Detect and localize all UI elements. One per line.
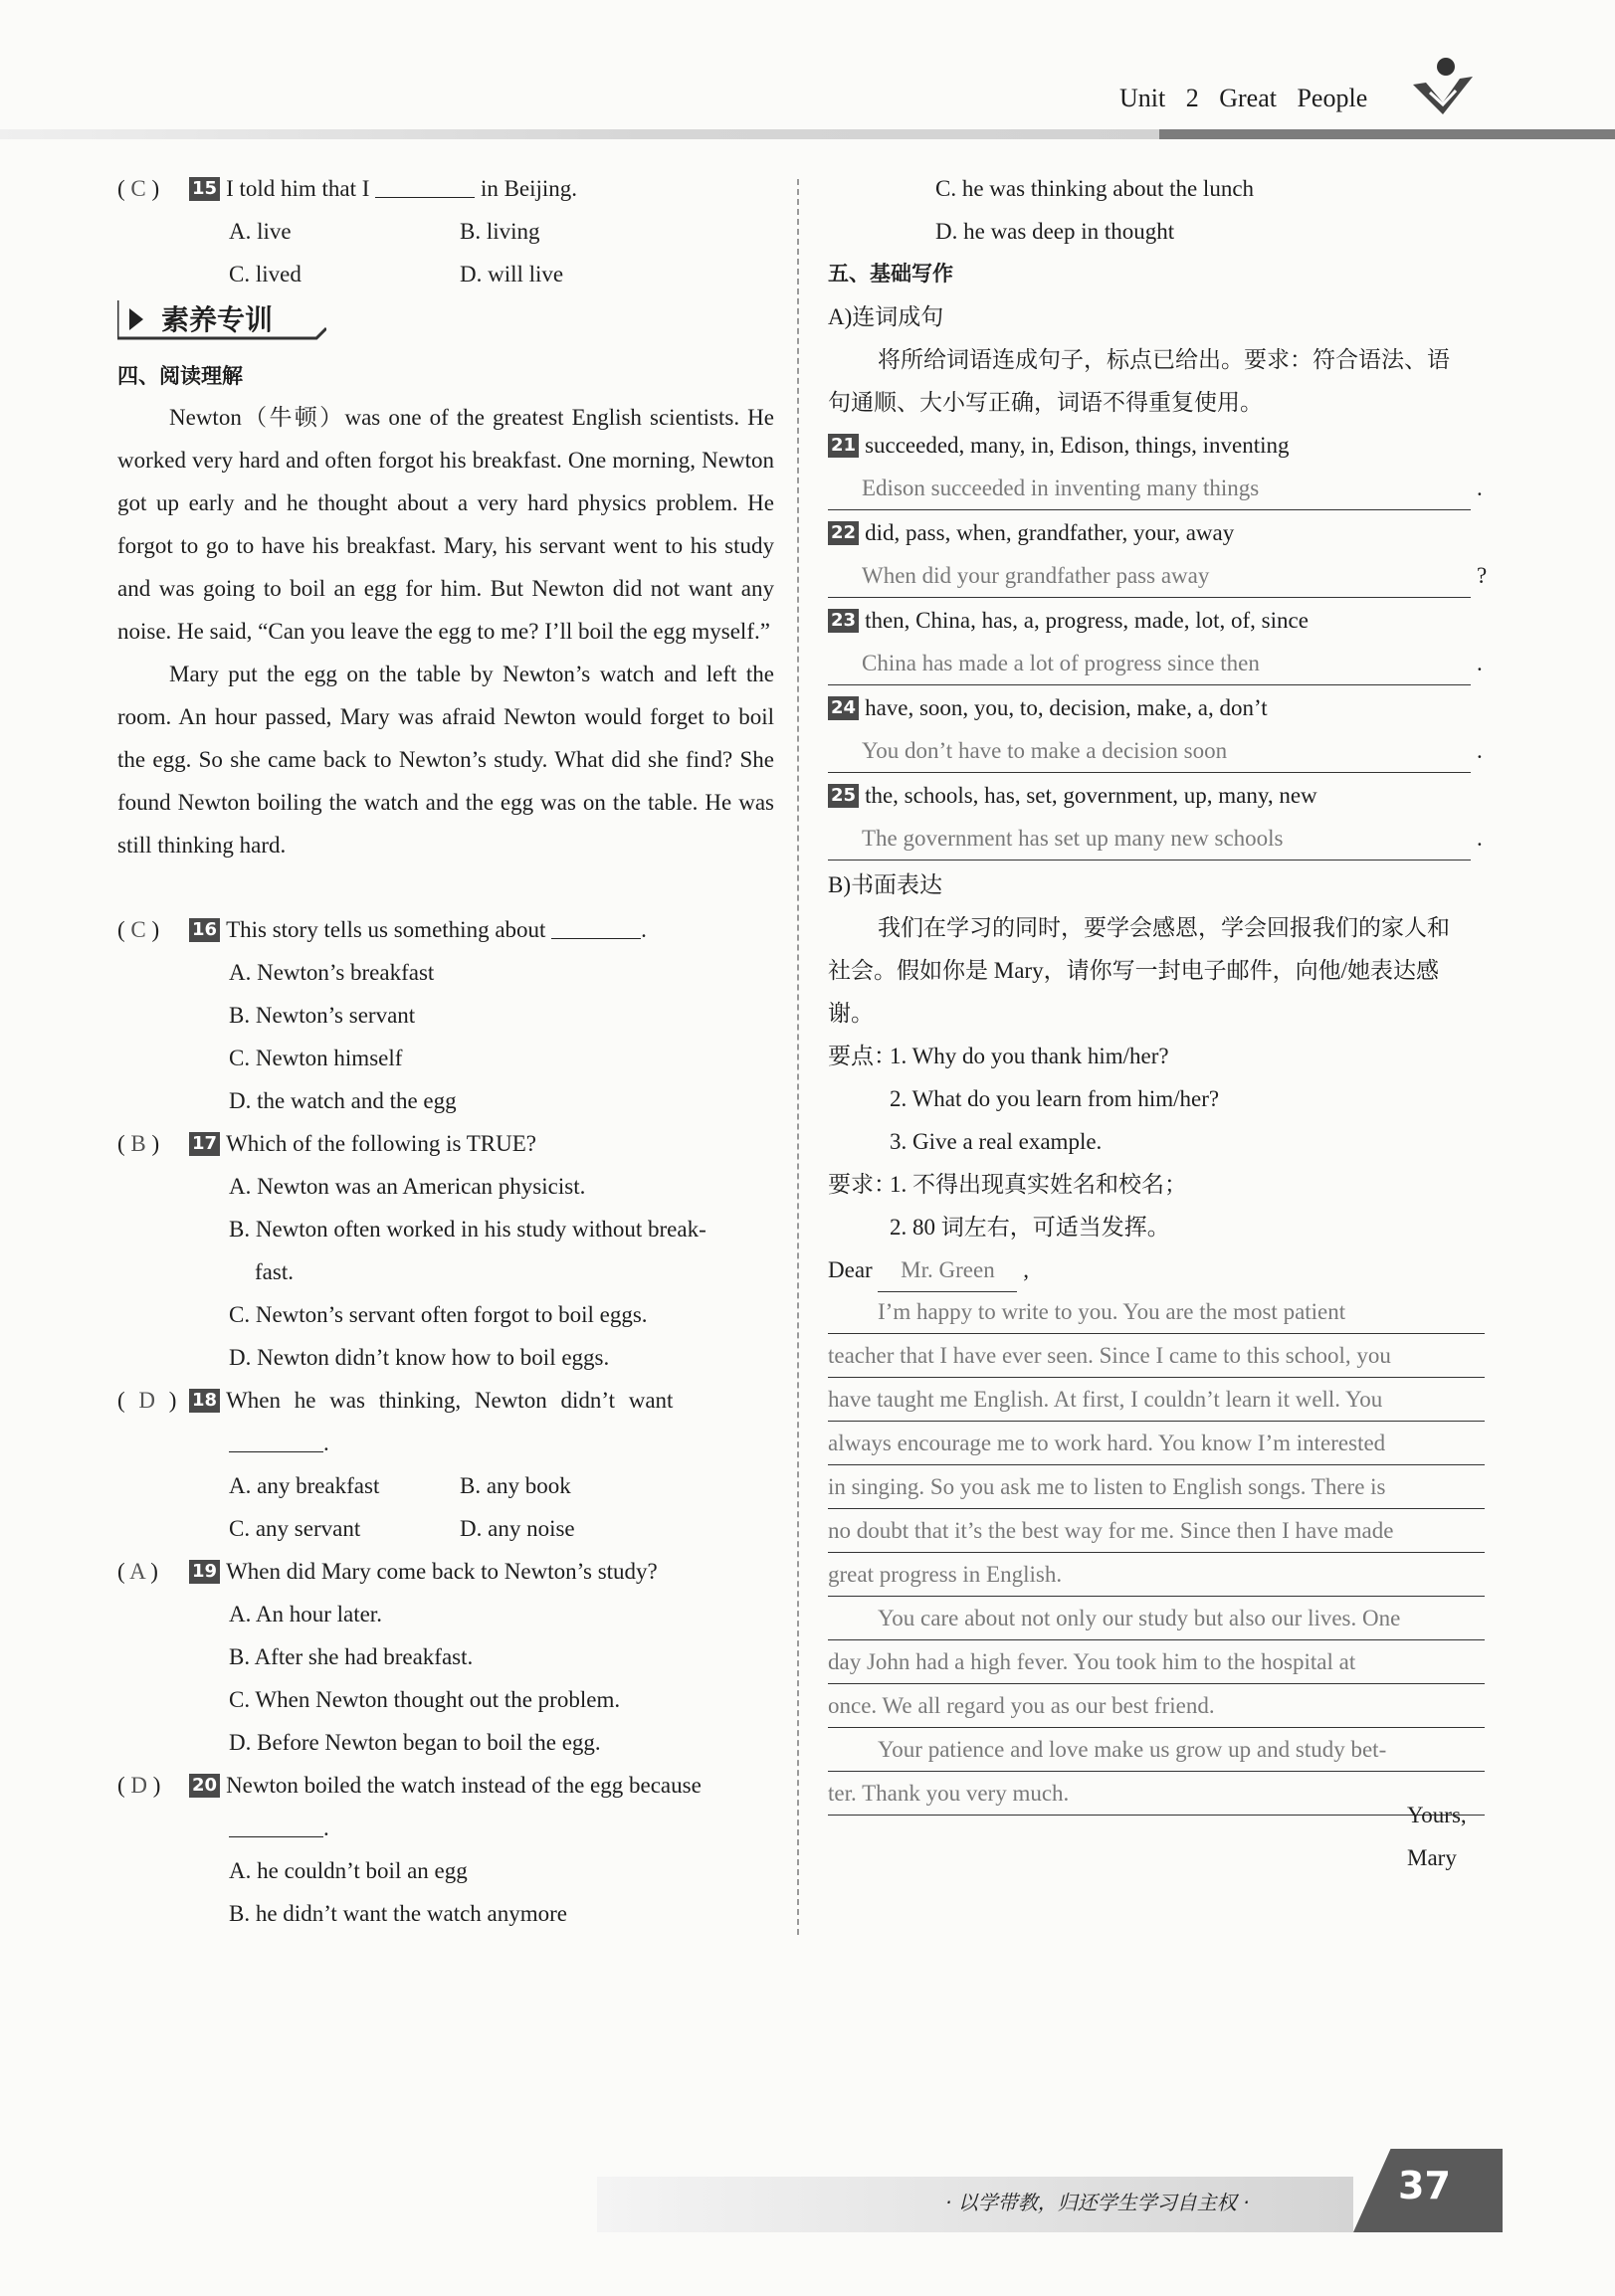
question-19: ( A ) 19 When did Mary come back to Newton’s study?	[117, 1559, 658, 1584]
answer-16: C	[130, 917, 146, 942]
answer-15: C	[130, 176, 146, 201]
part-b-heading: B)书面表达	[828, 872, 942, 897]
requirements-label: 要求：	[828, 1172, 897, 1197]
answer-17: B	[130, 1131, 146, 1156]
book-reader-icon	[1408, 55, 1478, 124]
answer-20: D	[130, 1773, 148, 1798]
question-17: ( B ) 17 Which of the following is TRUE?	[117, 1131, 536, 1156]
letter-closing: Yours,	[1407, 1803, 1467, 1827]
unit-number: Unit 2	[1119, 84, 1199, 112]
header-rule-dark	[1159, 129, 1615, 139]
page-header	[0, 0, 1615, 149]
sentence-item-22: 22 did, pass, when, grandfather, your, away	[828, 511, 1234, 554]
page-number: 37	[1398, 2164, 1451, 2207]
answer-line-24: You don’t have to make a decision soon	[828, 729, 1471, 773]
sentence-item-21: 21 succeeded, many, in, Edison, things, inventing	[828, 424, 1290, 467]
answer-line-25: The government has set up many new schools	[828, 817, 1471, 861]
unit-title	[1119, 84, 1367, 113]
part-a-heading: A)连词成句	[828, 304, 944, 329]
sentence-item-23: 23 then, China, has, a, progress, made, lot, of, since	[828, 599, 1309, 642]
sentence-item-25: 25 the, schools, has, set, government, up, many, new	[828, 774, 1317, 817]
column-divider	[797, 179, 799, 1935]
reading-passage	[117, 396, 774, 866]
sentence-item-24: 24 have, soon, you, to, decision, make, a, don’t	[828, 686, 1268, 729]
answer-18: D	[138, 1388, 156, 1413]
letter-signature: Mary	[1407, 1845, 1457, 1870]
question-15: ( C ) 15 I told him that I in Beijing.	[117, 176, 578, 201]
answer-line-22: When did your grandfather pass away	[828, 554, 1471, 598]
points-label: 要点：	[828, 1044, 897, 1068]
unit-name: Great People	[1219, 84, 1368, 112]
option-c: C. lived	[229, 262, 302, 287]
letter-recipient: Mr. Green	[901, 1257, 995, 1282]
question-number-15: 15	[189, 177, 220, 201]
section-heading-5: 五、基础写作	[828, 262, 953, 286]
answer-line-23: China has made a lot of progress since then	[828, 642, 1471, 685]
option-b: B. living	[460, 219, 540, 244]
answer-19: A	[129, 1559, 145, 1584]
answer-line-21: Edison succeeded in inventing many things	[828, 467, 1471, 510]
passage-paragraph-2: Mary put the egg on the table by Newton’s watch and left the room. An hour passed, Mary was afraid Newton would forget to boil the egg. So she came back to Newton’s study. What did she find? She found Newton boiling the watch and the egg was on the table. He was still thinking hard.	[117, 662, 774, 858]
option-d: D. will live	[460, 262, 564, 287]
footer-motto: · 以学带教，归还学生学习自主权 ·	[945, 2191, 1250, 2214]
question-18: ( D ) 18 When he was thinking, Newton didn’t want	[117, 1388, 674, 1413]
passage-paragraph-1: Newton（牛顿）was one of the greatest English scientists. He worked very hard and often forgot his breakfast. One morning, Newton got up early and he thought about a very hard physics problem. He forgot to go to have his breakfast. Mary, his servant went to his study and was going to boil an egg for him. But Newton did not want any noise. He said, “Can you leave the egg to me? I’ll boil the egg myself.”	[117, 405, 774, 644]
letter-salutation: Dear Mr. Green ,	[828, 1248, 1029, 1292]
answer-blank	[375, 177, 475, 198]
question-20: ( D ) 20 Newton boiled the watch instead of the egg because	[117, 1773, 702, 1798]
section-heading-4: 四、阅读理解	[117, 364, 243, 388]
letter-body: I’m happy to write to you. You are the most patient teacher that I have ever seen. Since I came to this school, you have taught me English. At first, I couldn’t learn it well. You always encourage me to work hard. You know I’m interested in singing. So you ask me to listen to English songs. There is no doubt that it’s the best way for me. Since then I have made great progress in English. You care about not only our study but also our lives. One day John had a high fever. You took him to the hospital at once. We all regard you as our best friend. Your patience and love make us grow up and study bet- ter. Thank you very much.	[828, 1290, 1485, 1816]
section-banner: 素养专训	[161, 303, 274, 336]
option-a: A. live	[229, 219, 292, 244]
question-16: ( C ) 16 This story tells us something about .	[117, 917, 647, 942]
